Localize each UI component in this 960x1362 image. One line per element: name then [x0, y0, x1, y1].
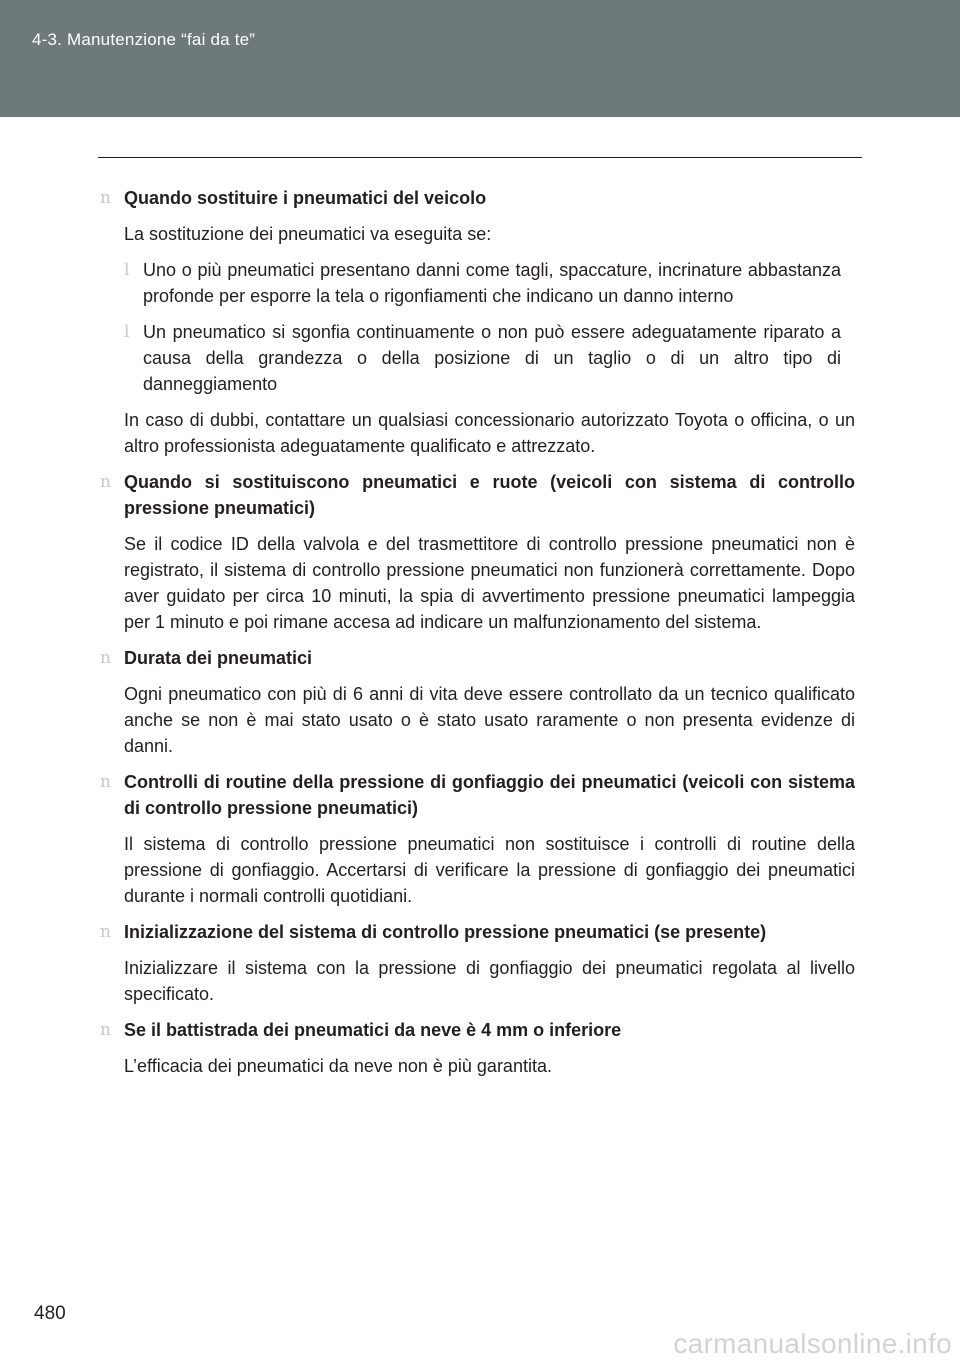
section-bullet-icon: n	[100, 188, 111, 208]
section-bullet-icon: n	[100, 472, 111, 492]
section-bullet-icon: n	[100, 1020, 111, 1040]
section-replacing-tires-wheels	[100, 469, 855, 635]
item-bullet-icon: l	[124, 260, 130, 280]
section-routine-pressure-checks	[100, 769, 855, 909]
list-item-text: Un pneumatico si sgonfia continuamente o non può essere adeguatamente riparato a causa della grandezza o della posizione di un taglio o di un altro tipo di danneggiamento	[143, 322, 841, 394]
section-body: L’efficacia dei pneumatici da neve non è più garantita.	[124, 1056, 552, 1076]
section-title: Controlli di routine della pressione di gonfiaggio dei pneumatici (veicoli con sistema di controllo pressione pneumatici)	[124, 772, 855, 818]
section-bullet-icon: n	[100, 772, 111, 792]
section-title: Durata dei pneumatici	[124, 648, 313, 668]
top-rule-divider	[98, 157, 862, 158]
section-bullet-icon: n	[100, 648, 111, 668]
list-item-text: Uno o più pneumatici presentano danni come tagli, spaccature, incrinature abbastanza profonde per esporre la tela o rigonfiamenti che indicano un danno interno	[143, 260, 841, 306]
watermark-text: carmanualsonline.info	[673, 1328, 952, 1359]
list-item	[124, 319, 855, 397]
header-band	[0, 0, 960, 117]
section-header-title: 4-3. Manutenzione “fai da te”	[32, 30, 256, 49]
item-bullet-icon: l	[124, 322, 130, 342]
section-outro: In caso di dubbi, contattare un qualsiasi concessionario autorizzato Toyota o officina, o un altro professionista adeguatamente qualificato e attrezzato.	[124, 410, 855, 456]
section-bullet-icon: n	[100, 922, 111, 942]
section-body: Ogni pneumatico con più di 6 anni di vita deve essere controllato da un tecnico qualificato anche se non è mai stato usato o è stato usato raramente o non presenta evidenze di danni.	[124, 684, 855, 756]
section-tire-lifespan	[100, 645, 855, 759]
section-when-to-replace	[100, 185, 855, 459]
page-number: 480	[34, 1303, 66, 1324]
section-system-initialization	[100, 919, 855, 1007]
section-title: Quando sostituire i pneumatici del veicolo	[124, 188, 487, 208]
content-body	[100, 185, 855, 1079]
section-snow-tire-tread	[100, 1017, 855, 1079]
section-title: Quando si sostituiscono pneumatici e ruote (veicoli con sistema di controllo pressione pneumatici)	[124, 472, 855, 518]
section-body: Inizializzare il sistema con la pressione di gonfiaggio dei pneumatici regolata al livello specificato.	[124, 958, 855, 1004]
section-body: Il sistema di controllo pressione pneumatici non sostituisce i controlli di routine della pressione di gonfiaggio. Accertarsi di verificare la pressione di gonfiaggio dei pneumatici durante i normali controlli quotidiani.	[124, 834, 855, 906]
section-body: Se il codice ID della valvola e del trasmettitore di controllo pressione pneumatici non è registrato, il sistema di controllo pressione pneumatici non funzionerà correttamente. Dopo aver guidato per circa 10 minuti, la spia di avvertimento pressione pneumatici lampeggia per 1 minuto e poi rimane accesa ad indicare un malfunzionamento del sistema.	[124, 534, 855, 632]
list-item	[124, 257, 855, 309]
section-title: Se il battistrada dei pneumatici da neve è 4 mm o inferiore	[124, 1020, 622, 1040]
section-title: Inizializzazione del sistema di controllo pressione pneumatici (se presente)	[124, 922, 767, 942]
section-intro: La sostituzione dei pneumatici va eseguita se:	[124, 224, 492, 244]
